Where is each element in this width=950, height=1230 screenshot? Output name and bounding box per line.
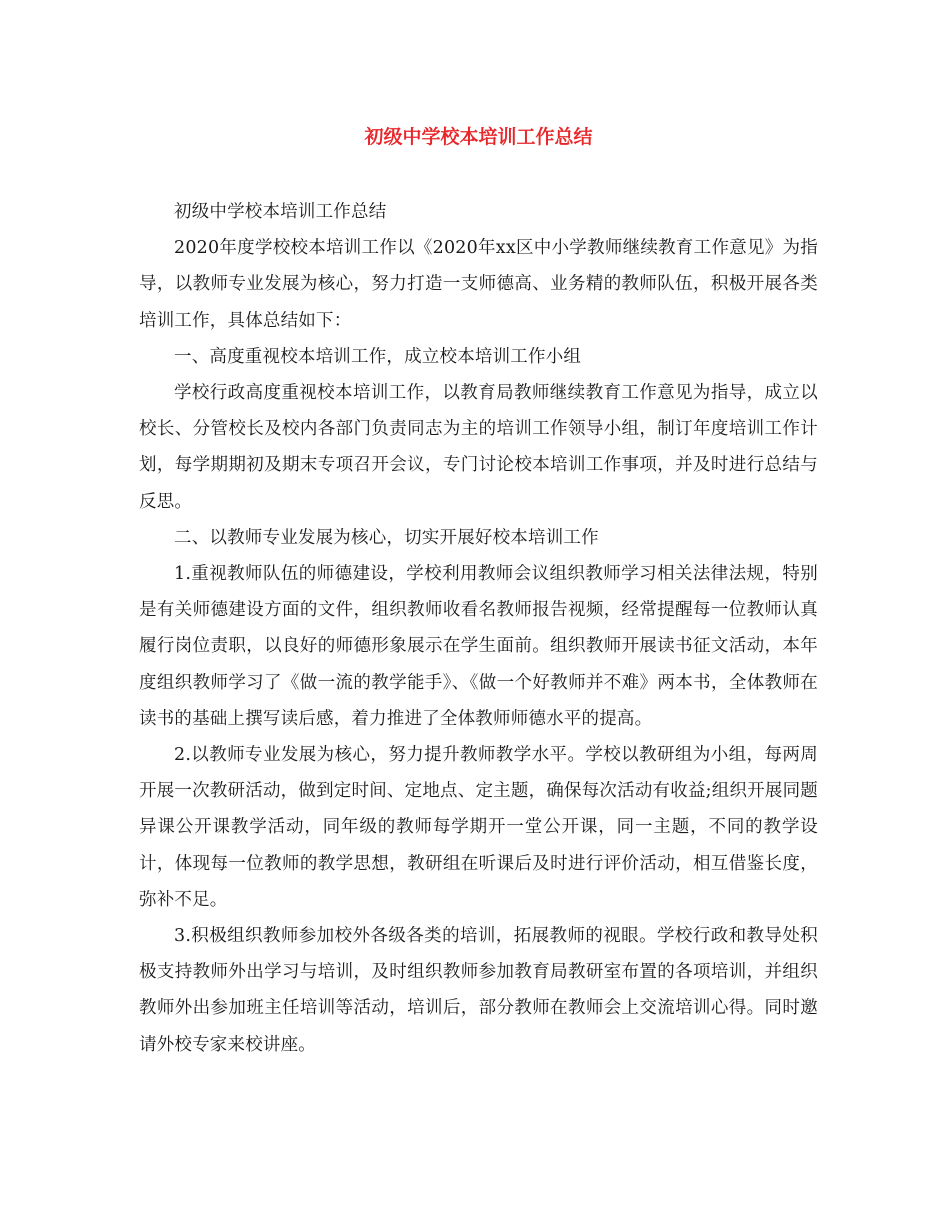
paragraph-intro: 2020年度学校校本培训工作以《2020年xx区中小学教师继续教育工作意见》为指导，以教师专业发展为核心，努力打造一支师德高、业务精的教师队伍，积极开展各类培训工作，具体总结如下： (139, 238, 818, 331)
paragraph-subtitle: 初级中学校本培训工作总结 (174, 202, 387, 222)
paragraph-item-1: 1.重视教师队伍的师德建设，学校利用教师会议组织教师学习相关法律法规，特别是有关师德建设方面的文件，组织教师收看名教师报告视频，经常提醒每一位教师认真履行岗位责职，以良好的师德形象展示在学生面前。组织教师开展读书征文活动，本年度组织教师学习了《做一流的教学能手》、《做一个好教师并不难》两本书，全体教师在读书的基础上撰写读后感，着力推进了全体教师师德水平的提高。 (139, 564, 818, 729)
paragraph-section-1: 学校行政高度重视校本培训工作，以教育局教师继续教育工作意见为指导，成立以校长、分管校长及校内各部门负责同志为主的培训工作领导小组，制订年度培训工作计划，每学期期初及期末专项召开会议，专门讨论校本培训工作事项，并及时进行总结与反思。 (139, 383, 818, 512)
section-heading-2: 二、以教师专业发展为核心，切实开展好校本培训工作 (174, 527, 599, 548)
document-body (139, 194, 818, 1063)
paragraph-item-3: 3.积极组织教师参加校外各级各类的培训，拓展教师的视眼。学校行政和教导处积极支持教师外出学习与培训，及时组织教师参加教育局教研室布置的各项培训，并组织教师外出参加班主任培训等活动，培训后，部分教师在教师会上交流培训心得。同时邀请外校专家来校讲座。 (139, 926, 818, 1055)
section-heading-1: 一、高度重视校本培训工作，成立校本培训工作小组 (174, 346, 582, 367)
document-title: 初级中学校本培训工作总结 (364, 126, 593, 148)
paragraph-item-2: 2.以教师专业发展为核心，努力提升教师教学水平。学校以教研组为小组，每两周开展一次教研活动，做到定时间、定地点、定主题，确保每次活动有收益;组织开展同题异课公开课教学活动，同年级的教师每学期开一堂公开课，同一主题，不同的教学设计，体现每一位教师的教学思想，教研组在听课后及时进行评价活动，相互借鉴长度，弥补不足。 (139, 745, 818, 910)
